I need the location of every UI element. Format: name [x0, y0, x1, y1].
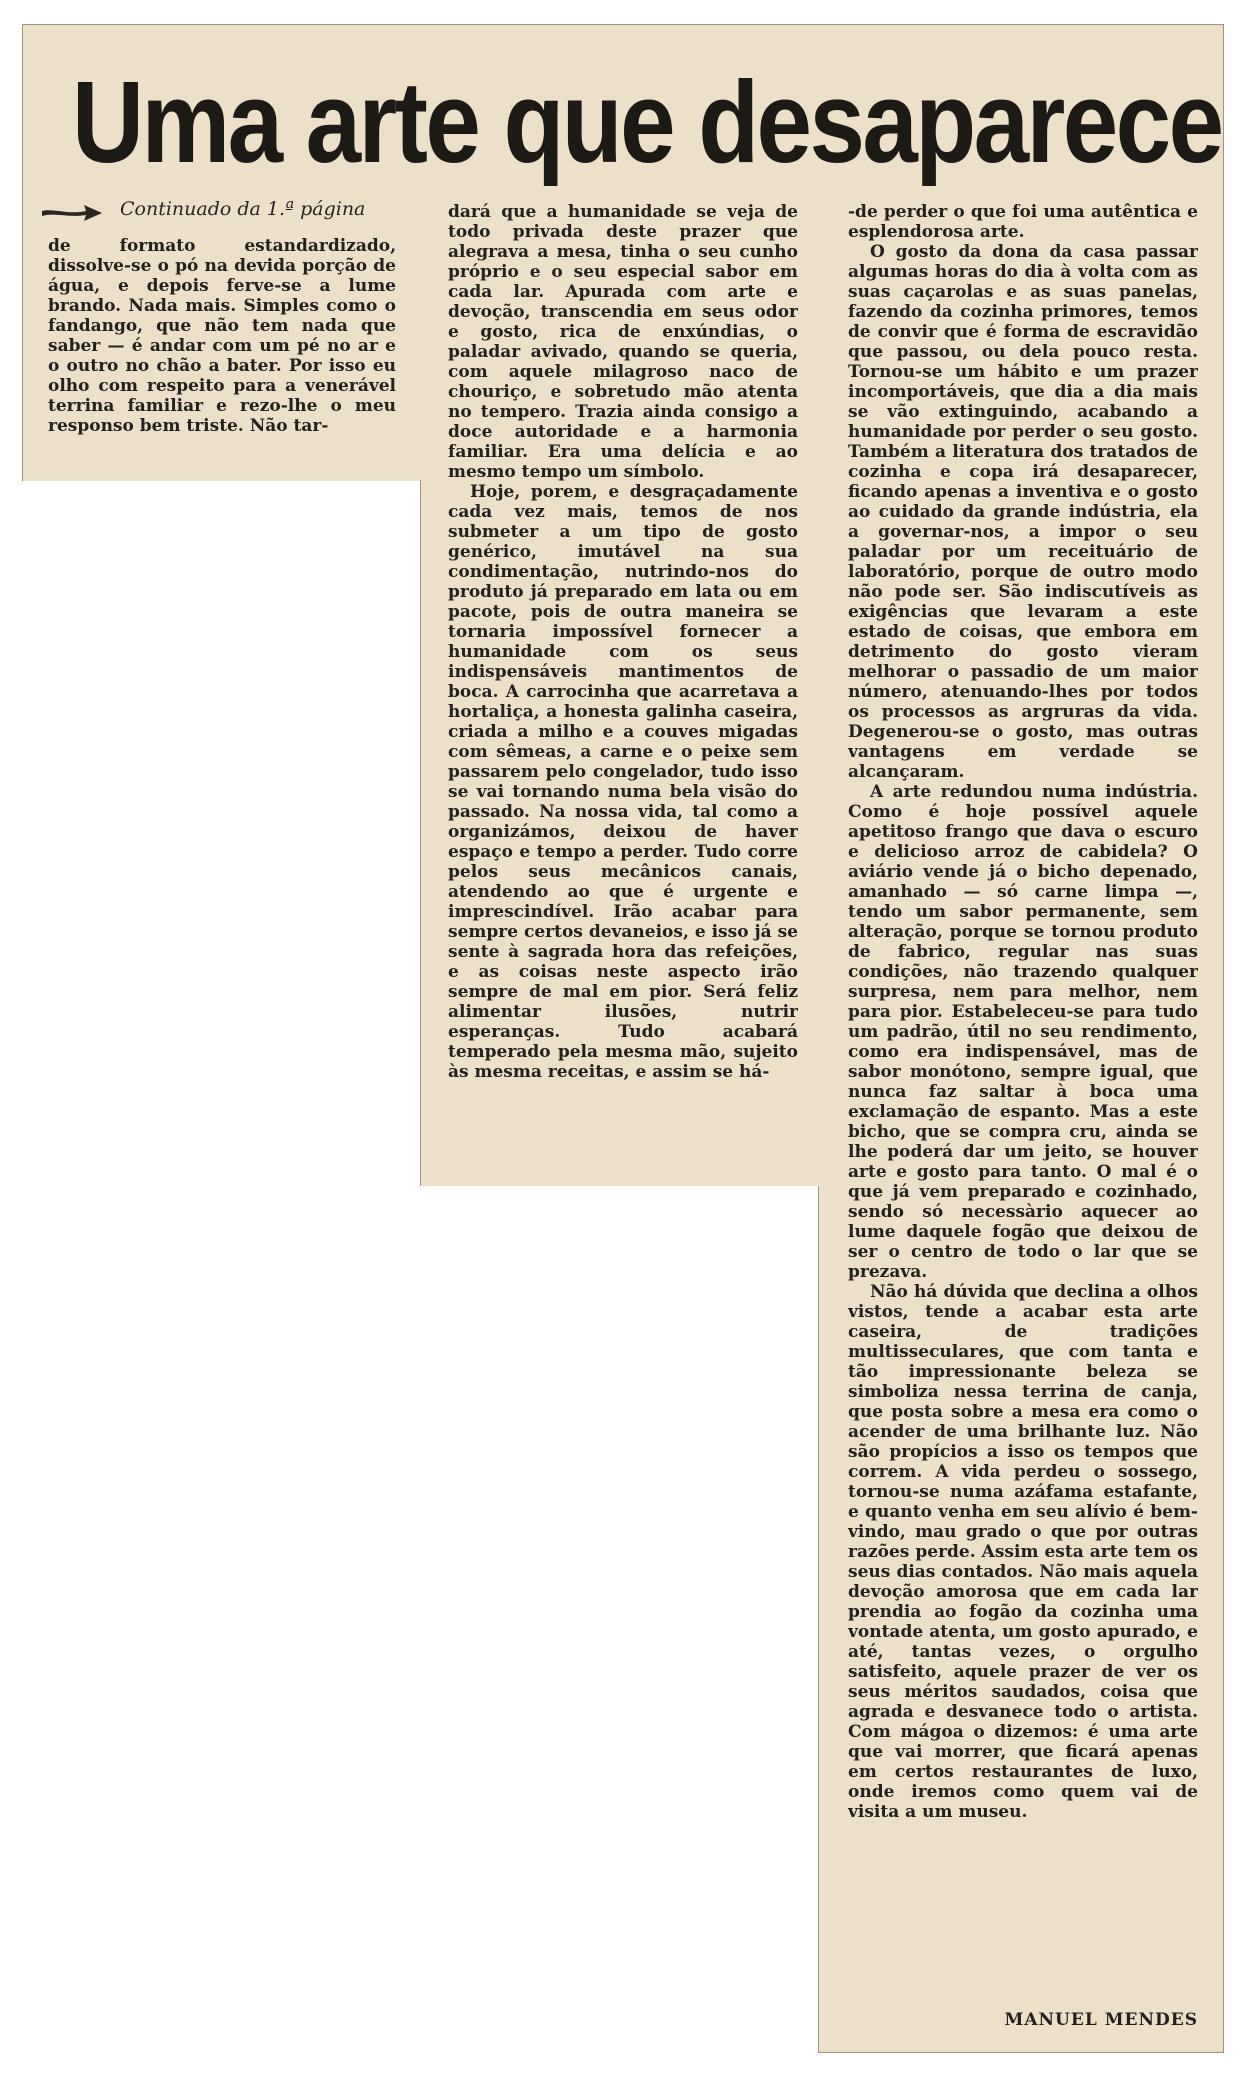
column-3-paragraph: Não há dúvida que declina a olhos vistos, tende a acabar esta arte caseira, de tradições multisseculares, que com tanta e tão impressionante beleza se simboliza nessa terrina de canja, que posta sobre a mesa era como o acender de uma brilhante luz. Não são propícios a isso os tempos que correm. A vida perdeu o sossego, tornou-se numa azáfama estafante, e quanto venha em seu alívio é bem-vindo, mau grado o que por outras razões perde. Assim esta arte tem os seus dias contados. Não mais aquela devoção amorosa que em cada lar prendia ao fogão da cozinha uma vontade atenta, um gosto apurado, e até, tantas vezes, o orgulho satisfeito, aquele prazer de ver os seus méritos saudados, coisa que agrada e desvanece todo o artista. Com mágoa o dizemos: é uma arte que vai morrer, que ficará apenas em certos restaurantes de luxo, onde iremos como quem vai de visita a um museu.	[848, 1282, 1198, 1822]
column-3-paragraph: -de perder o que foi uma autêntica e esplendorosa arte.	[848, 202, 1198, 242]
column-2-paragraph: dará que a humanidade se veja de todo privada deste prazer que alegrava a mesa, tinha o seu cunho próprio e o seu especial sabor em cada lar. Apurada com arte e devoção, transcendia em seus odor e gosto, rica de enxúndias, o paladar avivado, quando se queria, com aquele milagroso naco de chouriço, e sobretudo mão atenta no tempero. Trazia ainda consigo a doce autoridade e a harmonia familiar. Era uma delícia e ao mesmo tempo um símbolo.	[448, 202, 798, 482]
column-2-paragraph: Hoje, porem, e desgraçadamente cada vez mais, temos de nos submeter a um tipo de gosto genérico, imutável na sua condimentação, nutrindo-nos do produto já preparado em lata ou em pacote, pois de outra maneira se tornaria impossível fornecer a humanidade com os seus indispensáveis mantimentos de boca. A carrocinha que acarretava a hortaliça, a honesta galinha caseira, criada a milho e a couves migadas com sêmeas, a carne e o peixe sem passarem pelo congelador, tudo isso se vai tornando numa bela visão do passado. Na nossa vida, tal como a organizámos, deixou de haver espaço e tempo a perder. Tudo corre pelos seus mecânicos canais, atendendo ao que é urgente e imprescindível. Irão acabar para sempre certos devaneios, e isso já se sente à sagrada hora das refeições, e as coisas neste aspecto irão sempre de mal em pior. Será feliz alimentar ilusões, nutrir esperanças. Tudo acabará temperado pela mesma mão, sujeito às mesma receitas, e assim se há-	[448, 482, 798, 1082]
column-1-paragraph: de formato estandardizado, dissolve-se o pó na devida porção de água, e depois ferve-se a lume brando. Nada mais. Simples como o fandango, que não tem nada que saber — é andar com um pé no ar e o outro no chão a bater. Por isso eu olho com respeito para a venerável terrina familiar e rezo-lhe o meu responso bem triste. Não tar-	[48, 236, 396, 436]
continued-from-note: Continuado da 1.ª página	[120, 198, 366, 220]
author-byline: MANUEL MENDES	[1004, 2010, 1198, 2030]
column-2	[448, 202, 798, 1172]
column-3-paragraph: A arte redundou numa indústria. Como é hoje possível aquele apetitoso frango que dava o escuro e delicioso arroz de cabidela? O aviário vende já o bicho depenado, amanhado — só carne limpa —, tendo um sabor permanente, sem alteração, porque se tornou produto de fabrico, regular nas suas condições, não trazendo qualquer surpresa, nem para melhor, nem para pior. Estabeleceu-se para tudo um padrão, útil no seu rendimento, como era indispensável, mas de sabor monótono, sempre igual, que nunca faz saltar à boca uma exclamação de espanto. Mas a este bicho, que se compra cru, ainda se lhe poderá dar um jeito, se houver arte e gosto para tanto. O mal é o que já vem preparado e cozinhado, sendo só necessàrio aquecer ao lume daquele fogão que deixou de ser o centro de todo o lar que se prezava.	[848, 782, 1198, 1282]
column-3	[848, 202, 1198, 2010]
pointing-arrow-icon	[40, 202, 104, 224]
headline: Uma arte que desaparece	[72, 57, 1222, 187]
column-1	[48, 236, 396, 468]
column-3-paragraph: O gosto da dona da casa passar algumas horas do dia à volta com as suas caçarolas e as suas panelas, fazendo da cozinha primores, temos de convir que é forma de escravidão que passou, ou dela pouco resta. Tornou-se um hábito e um prazer incomportáveis, que dia a dia mais se vão extinguindo, acabando a humanidade por perder o seu gosto. Também a literatura dos tratados de cozinha e copa irá desaparecer, ficando apenas a inventiva e o gosto ao cuidado da grande indústria, ela a governar-nos, a impor o seu paladar por um receituário de laboratório, porque de outro modo não pode ser. São indiscutíveis as exigências que levaram a este estado de coisas, que embora em detrimento do gosto vieram melhorar o passadio de um maior número, atenuando-lhes por todos os processos as argruras da vida. Degenerou-se o gosto, mas outras vantagens em verdade se alcançaram.	[848, 242, 1198, 782]
